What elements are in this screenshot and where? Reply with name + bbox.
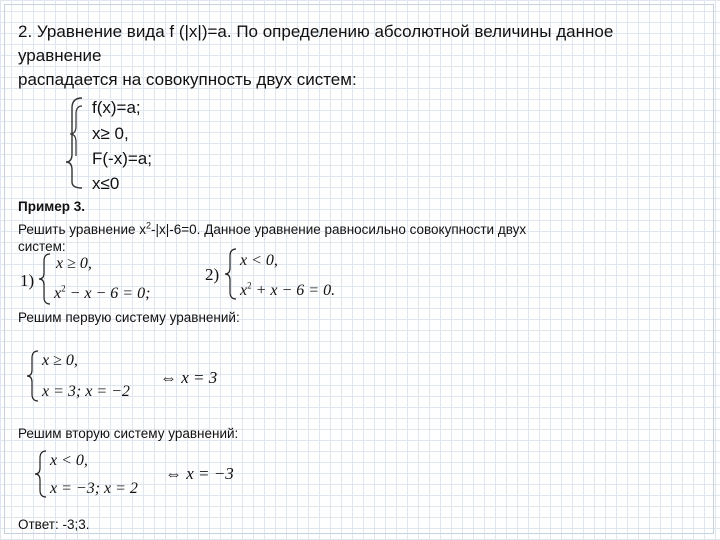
solve-2-brace (34, 450, 48, 498)
system-2-label: 2) (205, 265, 220, 284)
intro-line-3: распадается на совокупность двух систем: (18, 70, 357, 89)
system-1-row-2: $x^2 - x - 6 = 0$; (54, 283, 151, 302)
system-2-brace (224, 248, 238, 300)
intro-line-1: 2. Уравнение вида f (|x|)=a. По определению абсолютной величины данное (18, 22, 614, 41)
general-system-row-1: f(x)=a; (92, 98, 141, 117)
general-system-row-3: F(-x)=a; (92, 149, 152, 168)
intro-line-2: уравнение (18, 46, 102, 65)
example-statement: Решить уравнение $x^2-|x|-6=0$. Данное уравнение равносильно совокупности двух (18, 220, 527, 237)
answer: Ответ: -3;3. (18, 517, 90, 532)
solve-2-heading: Решим вторую систему уравнений: (18, 426, 239, 441)
example-statement-line-2: систем: (18, 239, 66, 254)
solve-2-row-2: x = −3; x = 2 (50, 480, 138, 497)
general-system-brace (60, 96, 90, 188)
solve-1-row-1: x ≥ 0, (42, 352, 78, 369)
general-system-row-2: x≥ 0, (92, 124, 129, 143)
solve-2-row-1: x < 0, (50, 452, 88, 469)
solve-1-result: ⇔ x = 3 (160, 368, 218, 387)
system-2-row-1: x < 0, (240, 252, 278, 269)
system-1-row-1: x ≥ 0, (56, 255, 92, 272)
solve-1-heading: Решим первую систему уравнений: (18, 310, 240, 325)
solve-1-row-2: x = 3; x = −2 (42, 383, 130, 400)
system-2-row-2: $x^2 + x - 6 = 0$. (240, 280, 336, 299)
system-1-brace (38, 253, 52, 305)
system-1-label: 1) (20, 271, 35, 290)
general-system-row-4: x≤0 (92, 174, 120, 193)
solve-2-result: ⇔ x = −3 (165, 464, 234, 483)
solve-1-brace (26, 350, 40, 402)
example-title: Пример 3. (18, 199, 85, 214)
